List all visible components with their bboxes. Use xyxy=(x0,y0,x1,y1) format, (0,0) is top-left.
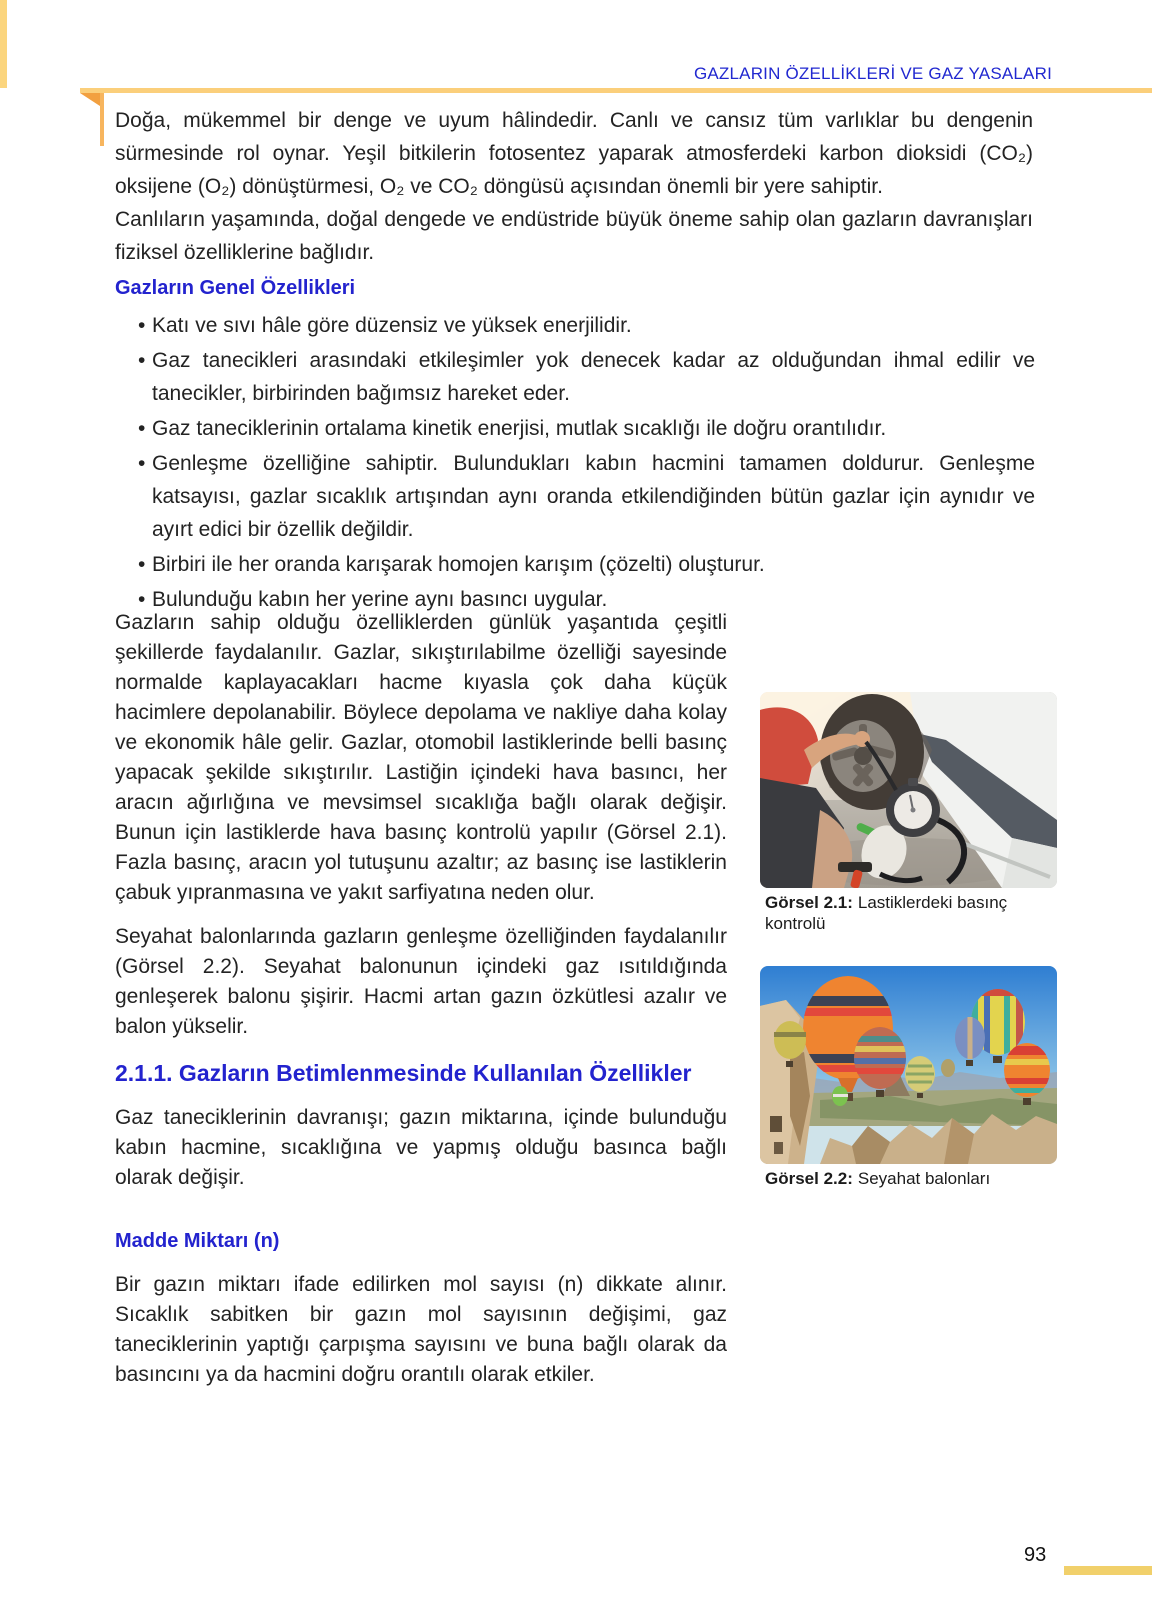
list-item: • Birbiri ile her oranda karışarak homojen karışım (çözelti) oluşturur. xyxy=(115,548,1035,581)
figure-2-2 xyxy=(760,966,1057,1189)
figure-label: Görsel 2.1: xyxy=(765,893,853,912)
page-number-bar xyxy=(1064,1566,1152,1575)
figure-caption-text: Seyahat balonları xyxy=(857,1169,991,1188)
intro-paragraph-1: Doğa, mükemmel bir denge ve uyum hâlindedir. Canlı ve cansız tüm varlıklar bu dengenin sürmesinde rol oynar. Yeşil bitkilerin fotosentez yaparak atmosferdeki karbon dioksidi (CO₂) oksijene (O₂) dönüştürmesi, O₂ ve CO₂ döngüsü açısından önemli bir yere sahiptir. xyxy=(115,109,1033,198)
header-rule xyxy=(80,88,1152,93)
usage-paragraph-2: Seyahat balonlarında gazların genleşme özelliğinden faydalanılır (Görsel 2.2). Seyahat balonunun içindeki gaz ısıtıldığında genleşerek balonu şişirir. Hacmi artan gazın özkütlesi azalır ve balon yükselir. xyxy=(115,925,727,1038)
list-item: • Genleşme özelliğine sahiptir. Bulundukları kabın hacmini tamamen doldurur. Genleşme katsayısı, gazlar sıcaklık artışından aynı oranda etkilendiğinden bütün gazlar için aynıdır ve ayırt edici bir özellik değildir. xyxy=(115,447,1035,546)
madde-miktari-paragraph: Bir gazın miktarı ifade edilirken mol sayısı (n) dikkate alınır. Sıcaklık sabitken bir gazın mol sayısının değişimi, gaz taneciklerinin yaptığı çarpışma sayısını ve buna bağlı olarak da basıncını ya da hacmini doğru orantılı olarak etkiler. xyxy=(115,1273,727,1386)
figure-2-1 xyxy=(760,692,1057,934)
figure-label: Görsel 2.2: xyxy=(765,1169,853,1188)
usage-paragraph-1: Gazların sahip olduğu özelliklerden günlük yaşantıda çeşitli şekillerde faydalanılır. Gazlar, sıkıştırılabilme özelliği sayesinde normalde kaplayacakları hacme kıyasla çok daha küçük hacimlere depolanabilir. Böylece depolama ve nakliye daha kolay ve ekonomik hâle gelir. Gazlar, otomobil lastiklerinde belli basınç yapacak şekilde sıkıştırılır. Lastiğin içindeki hava basıncı, her aracın ağırlığına ve mevsimsel sıcaklığa bağlı olarak değişir. Bunun için lastiklerde hava basınç kontrolü yapılır (Görsel 2.1). Fazla basınç, aracın yol tutuşunu azaltır; az basınç ise lastiklerin çabuk yıpranmasına ve yakıt sarfiyatına neden olur. xyxy=(115,611,727,904)
tire-pressure-photo xyxy=(760,692,1057,888)
balloons-photo xyxy=(760,966,1057,1164)
figure-caption-text: Lastiklerdeki basınç kontrolü xyxy=(765,893,1008,933)
section-heading-madde-miktari: Madde Miktarı (n) xyxy=(115,1230,280,1252)
general-properties-list xyxy=(115,309,1035,618)
list-item: • Gaz tanecikleri arasındaki etkileşimler yok denecek kadar az olduğundan ihmal edilir ve tanecikler, birbirinden bağımsız hareket eder. xyxy=(115,344,1035,410)
section-2-1-1-paragraph: Gaz taneciklerinin davranışı; gazın miktarına, içinde bulunduğu kabın hacmine, sıcaklığına ve yapmış olduğu basınca bağlı olarak değişir. xyxy=(115,1106,727,1189)
list-item: • Bulunduğu kabın her yerine aynı basıncı uygular. xyxy=(115,583,1035,616)
header-fold-line xyxy=(100,93,104,146)
figure-caption xyxy=(760,1168,1057,1189)
list-item: • Katı ve sıvı hâle göre düzensiz ve yüksek enerjilidir. xyxy=(115,309,1035,342)
list-item: • Gaz taneciklerinin ortalama kinetik enerjisi, mutlak sıcaklığı ile doğru orantılıdır. xyxy=(115,412,1035,445)
running-head: GAZLARIN ÖZELLİKLERİ VE GAZ YASALARI xyxy=(693,64,1052,83)
section-heading-2-1-1: 2.1.1. Gazların Betimlenmesinde Kullanılan Özellikler xyxy=(115,1060,692,1086)
intro-paragraph-2: Canlıların yaşamında, doğal dengede ve endüstride büyük öneme sahip olan gazların davranışları fiziksel özelliklerine bağlıdır. xyxy=(115,208,1033,264)
figure-caption xyxy=(760,892,1057,934)
section-heading-general-properties: Gazların Genel Özellikleri xyxy=(115,277,356,299)
page-number: 93 xyxy=(1024,1544,1047,1566)
corner-accent-bar xyxy=(0,0,7,88)
